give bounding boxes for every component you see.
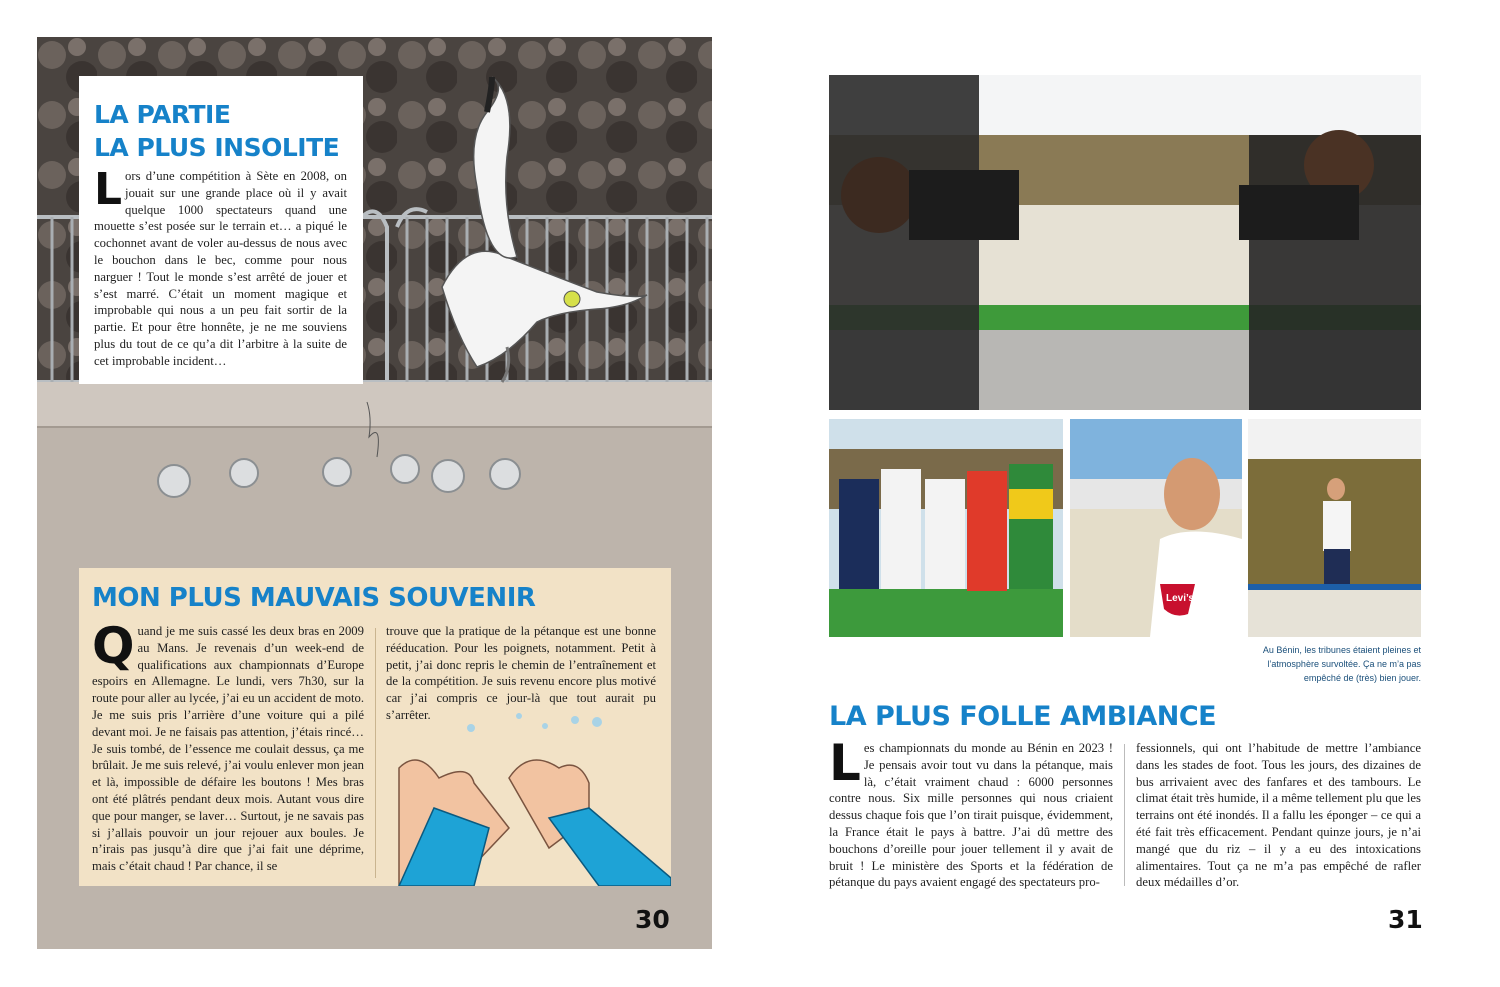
left-page — [37, 37, 712, 949]
souvenir-text-1: uand je me suis cassé les deux bras en 2009 au Mans. Je revenais d’un week-end de qualifications aux championnats d’Europe espoirs en Allemagne. Le lundi, vers 7h30, sur la route pour aller au lycée, j’ai eu un accident de moto. Je me suis pris l’arrière d’une voiture qui a pilé devant moi. Je ne faisais pas attention, j’étais rincé… Je suis tombé, de l’essence me coulait dessus, ça me brûlait. Je me suis relevé, j’ai voulu enlever mon jean et là, impossible de défaire les boutons ! Mes bras ont été plâtrés pendant deux mois. Autant vous dire que pour manger, se laver… Surtout, je ne savais pas si j’allais pouvoir un jour rejouer aux boules. Je n’irais pas jusqu’à dire que j’ai fait une déprime, mais c’était chaud ! Par chance, il se — [92, 624, 364, 874]
photo-player-throwing — [1248, 419, 1421, 637]
insolite-drop-cap: L — [94, 164, 123, 215]
ambiance-text-2: fessionnels, qui ont l’habitude de mettre l’ambiance dans les stades de foot. Tous les jours, des dizaines de bus arrivaient avec des fanfares et des tambours. Le climat était très humide, il a même tellement plu que les terrains ont été inondés. Il a fallu les éponger – ce qui a été fait très efficacement. Pendant quinze jours, je n’ai mangé que du riz – il y a eu des intoxications alimentaires. Tout ça ne m’a pas empêché de rafler deux médailles d’or. — [1136, 741, 1421, 890]
player-photo-icon — [1248, 419, 1421, 637]
insolite-title-line2: LA PLUS INSOLITE — [94, 133, 340, 162]
ambiance-drop-cap: L — [829, 734, 861, 792]
souvenir-title: MON PLUS MAUVAIS SOUVENIR — [92, 583, 536, 613]
souvenir-text-2: trouve que la pratique de la pétanque est une bonne rééducation. Pour les poignets, notamment. Petit à petit, j’ai donc repris le chemin de l’entraînement et de la compétition. Je suis revenu encore plus motivé car j’ai compris ce jour-là que tout aurait pu s’arrêter. — [386, 624, 656, 722]
photo-selfie — [1070, 419, 1242, 637]
page-number-right: 31 — [1388, 905, 1423, 934]
souvenir-column-1 — [92, 617, 364, 875]
ambiance-title: LA PLUS FOLLE AMBIANCE — [829, 701, 1217, 732]
casted-hands-illustration — [379, 708, 671, 886]
photo-team-group — [829, 419, 1063, 637]
selfie-shirt-logo: Levi’s — [1166, 593, 1194, 604]
ambiance-text-1: es championnats du monde au Bénin en 2023 ! Je pensais avoir tout vu dans la pétanque, mais là, c’était vraiment chaud : 6000 personnes contre nous. Six mille personnes qui nous criaient dessus chaque fois que l’on tirait puisque, évidemment, la France était le pays à battre. J’ai dû mettre des bouchons d’oreille pour jouer tellement il y avait de bruit ! Le ministère des Sports et la fédération de pétanque du pays avaient engagé des spectateurs pro- — [829, 741, 1113, 890]
ambiance-column-1 — [829, 734, 1113, 891]
insolite-section — [79, 76, 363, 384]
photo-stadium-cameramen — [829, 75, 1421, 410]
insolite-title-line1: LA PARTIE — [94, 100, 231, 129]
stadium-photo-icon — [829, 75, 1421, 410]
selfie-photo-icon — [1070, 419, 1242, 637]
insolite-text: ors d’une compétition à Sète en 2008, on jouait sur une grande place où il y avait quelque 1000 spectateurs quand une mouette s’est posée sur le terrain et… a piqué le cochonnet avant de voler au-dessus de nous avec le bouchon dans le bec, comme pour nous narguer ! Tout le monde s’est arrêté de jouer et s’est marré. C’était un moment magique et improbable qui nous a un peu fait sortir de la partie. Et pour être honnête, je ne me souviens plus du tout de ce qu’a dit l’arbitre à la suite de cet improbable incident… — [94, 169, 347, 368]
insolite-body — [94, 164, 347, 370]
souvenir-section — [79, 568, 671, 886]
page-number-left: 30 — [635, 905, 670, 934]
ambiance-column-2 — [1136, 740, 1421, 891]
column-divider — [1124, 744, 1125, 886]
souvenir-drop-cap: Q — [92, 617, 135, 675]
photo-caption: Au Bénin, les tribunes étaient pleines et l’atmosphère survoltée. Ça ne m’a pas empêché de (très) bien jouer. — [1262, 645, 1421, 683]
column-divider — [375, 628, 376, 878]
team-photo-icon — [829, 419, 1063, 637]
